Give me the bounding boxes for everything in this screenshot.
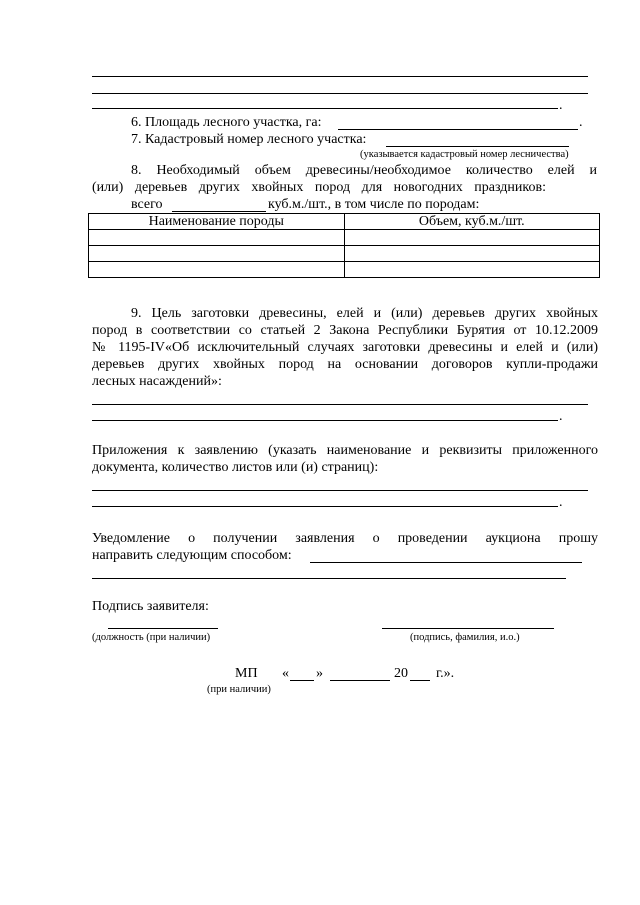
species-table-header	[89, 214, 600, 230]
attachments-end: .	[559, 495, 563, 510]
month-field[interactable]	[330, 680, 390, 681]
forest-area-end: .	[579, 115, 583, 130]
item9-line-3: № 1195-IV«Об исключительный случаях заготовки древесины и елей и (или)	[92, 340, 598, 355]
attachments-line-2: документа, количество листов или (и) страниц):	[92, 460, 379, 475]
species-volume-cell[interactable]	[344, 262, 600, 278]
purpose-line-2[interactable]	[92, 420, 558, 421]
cadastral-number-hint: (указывается кадастровый номер лесничества)	[360, 149, 569, 160]
species-table	[88, 213, 600, 278]
item9-line-1: 9. Цель заготовки древесины, елей и (или) деревьев других хвойных	[131, 306, 598, 321]
purpose-line-1[interactable]	[92, 404, 588, 405]
position-field[interactable]	[108, 628, 218, 629]
item9-line-4: деревьев других хвойных пород на основании договоров купли-продажи	[92, 357, 598, 372]
attachments-field-2[interactable]	[92, 506, 558, 507]
species-volume-header: Объем, куб.м./шт.	[344, 214, 600, 230]
cadastral-number-field[interactable]	[386, 146, 569, 147]
blank-line-top-3	[92, 108, 558, 109]
item8-line-1: 8. Необходимый объем древесины/необходимое количество елей и	[131, 163, 597, 178]
position-hint: (должность (при наличии)	[92, 632, 211, 643]
item9-line-2: пород в соответствии со статьей 2 Закона Республики Бурятия от 10.12.2009	[92, 323, 598, 338]
item8-line-2: (или) деревьев других хвойных пород для новогодних праздников:	[92, 180, 546, 195]
species-name-cell[interactable]	[89, 262, 345, 278]
total-suffix: куб.м./шт., в том числе по породам:	[268, 197, 480, 212]
cadastral-number-label: 7. Кадастровый номер лесного участка:	[131, 132, 367, 147]
notification-line-1: Уведомление о получении заявления о проведении аукциона прошу	[92, 531, 598, 546]
total-prefix: всего	[131, 197, 163, 212]
table-row	[89, 246, 600, 262]
year-field[interactable]	[410, 680, 430, 681]
signature-name-field[interactable]	[382, 628, 554, 629]
species-volume-cell[interactable]	[344, 230, 600, 246]
blank-line-top-1	[92, 76, 588, 77]
signature-label: Подпись заявителя:	[92, 599, 209, 614]
item9-line-5: лесных насаждений»:	[92, 374, 222, 389]
notification-method-field[interactable]	[310, 562, 582, 563]
species-name-cell[interactable]	[89, 230, 345, 246]
year-prefix: 20	[394, 666, 408, 681]
species-volume-cell[interactable]	[344, 246, 600, 262]
blank-line-top-end: .	[559, 98, 563, 113]
day-field[interactable]	[290, 680, 314, 681]
forest-area-field[interactable]	[338, 129, 578, 130]
signature-name-hint: (подпись, фамилия, и.о.)	[410, 632, 520, 643]
blank-line-top-2	[92, 93, 588, 94]
year-suffix: г.».	[436, 666, 455, 681]
purpose-end: .	[559, 409, 563, 424]
attachments-line-1: Приложения к заявлению (указать наименование и реквизиты приложенного	[92, 443, 598, 458]
table-row	[89, 230, 600, 246]
notification-line-2: направить следующим способом:	[92, 548, 292, 563]
total-volume-field[interactable]	[172, 211, 266, 212]
stamp-note: (при наличии)	[207, 684, 271, 695]
attachments-field-1[interactable]	[92, 490, 588, 491]
stamp-mp: МП	[235, 666, 258, 681]
table-row	[89, 262, 600, 278]
forest-area-label: 6. Площадь лесного участка, га:	[131, 115, 322, 130]
date-close-quote: »	[316, 666, 323, 681]
species-name-cell[interactable]	[89, 246, 345, 262]
species-name-header: Наименование породы	[89, 214, 345, 230]
notification-line-3[interactable]	[92, 578, 566, 579]
date-open-quote: «	[282, 666, 289, 681]
